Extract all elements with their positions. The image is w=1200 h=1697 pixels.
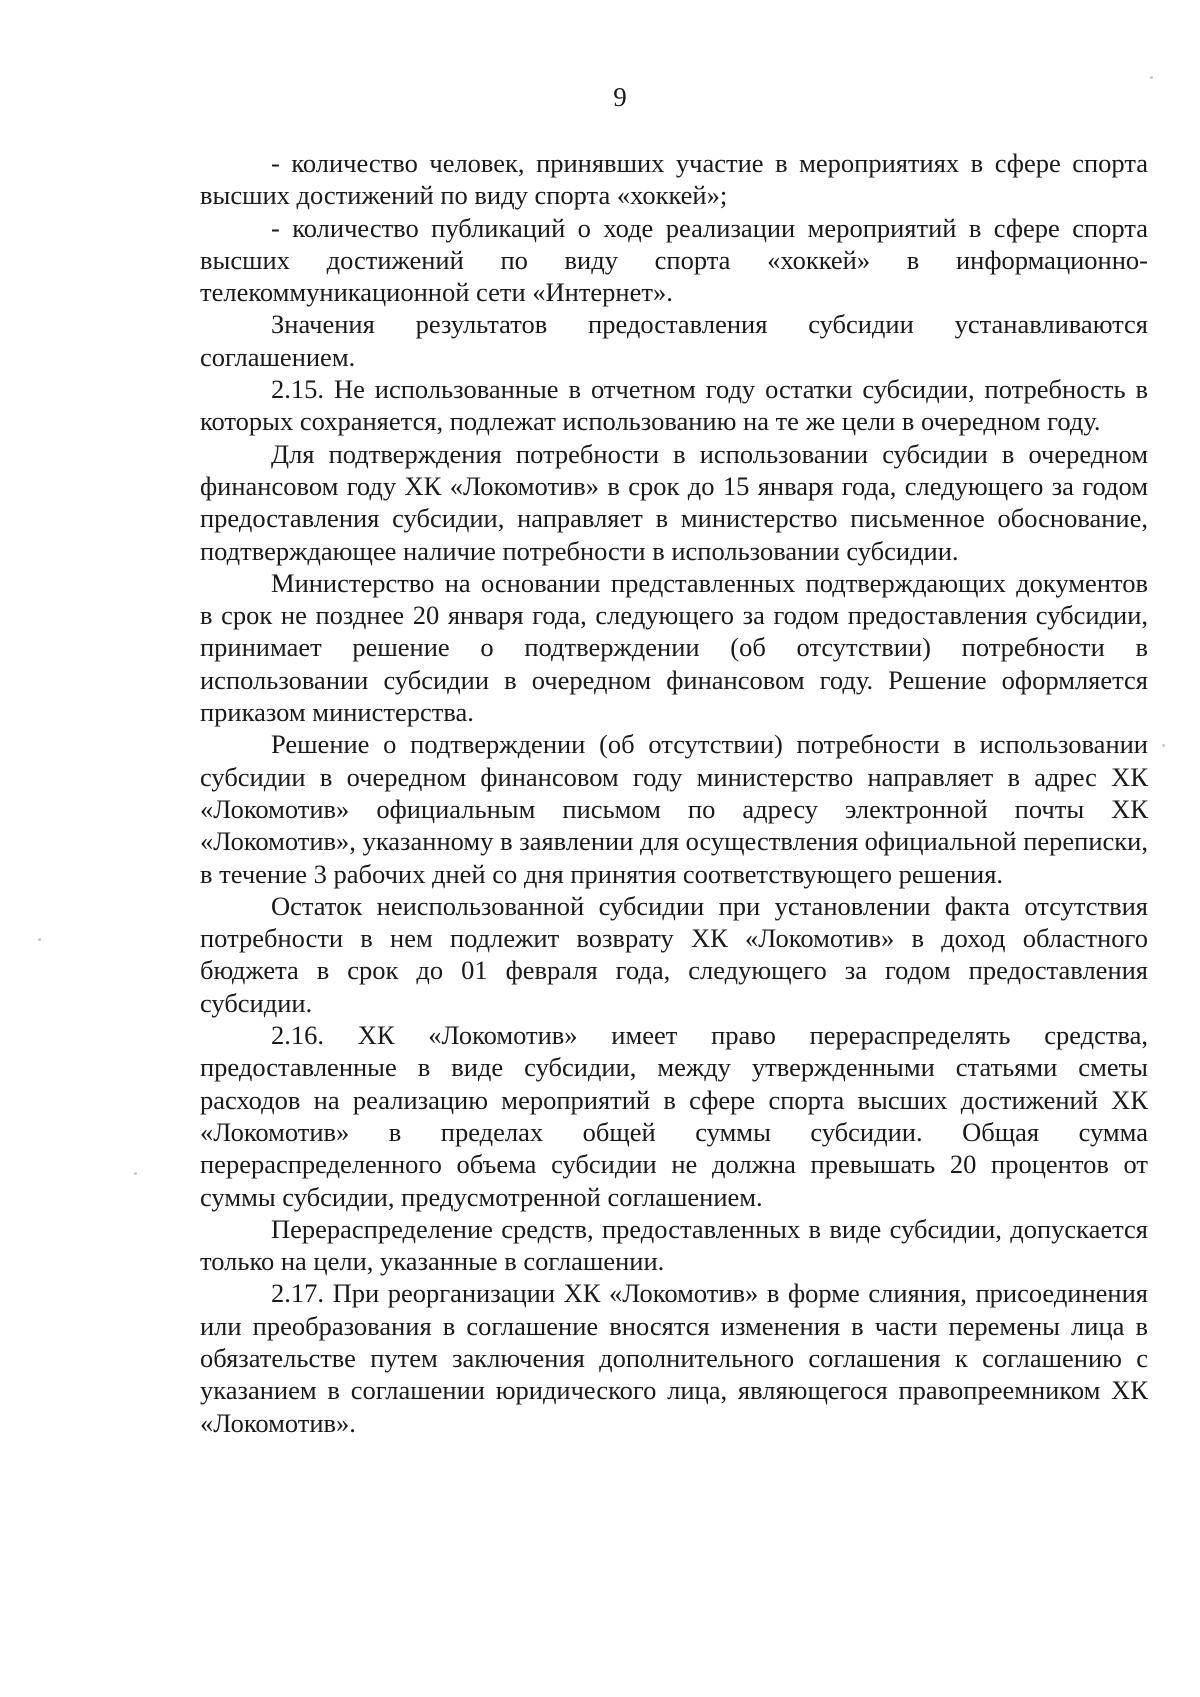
paragraph: 2.17. При реорганизации ХК «Локомотив» в форме слияния, присоединения или преобразования в соглашение вносятся изменения в части перемены лица в обязательстве путем заключения дополнительного соглашения к соглашению с указанием в соглашении юридического лица, являющегося правопреемником ХК «Локомотив».: [200, 1278, 1148, 1438]
paragraph: 2.16. ХК «Локомотив» имеет право перераспределять средства, предоставленные в виде субсидии, между утвержденными статьями сметы расходов на реализацию мероприятий в сфере спорта высших достижений ХК «Локомотив» в пределах общей суммы субсидии. Общая сумма перераспределенного объема субсидии не должна превышать 20 процентов от суммы субсидии, предусмотренной соглашением.: [200, 1020, 1148, 1212]
page-number: 9: [613, 82, 627, 112]
paragraph: Значения результатов предоставления субсидии устанавливаются соглашением.: [200, 309, 1148, 372]
paragraph: 2.15. Не использованные в отчетном году остатки субсидии, потребность в которых сохраняется, подлежат использованию на те же цели в очередном году.: [200, 374, 1148, 437]
scan-speck: [134, 1172, 137, 1175]
scan-speck: [38, 938, 41, 941]
paragraph: Перераспределение средств, предоставленных в виде субсидии, допускается только на цели, указанные в соглашении.: [200, 1213, 1148, 1277]
paragraph: Министерство на основании представленных подтверждающих документов в срок не позднее 20 января года, следующего за годом предоставления субсидии, принимает решение о подтверждении (об отсутствии) потребности в использовании субсидии в очередном финансовом году. Решение оформляется приказом министерства.: [200, 567, 1148, 728]
paragraph: - количество человек, принявших участие в мероприятиях в сфере спорта высших достижений по виду спорта «хоккей»;: [200, 148, 1148, 211]
document-body: [200, 147, 1148, 1439]
paragraph: - количество публикаций о ходе реализации мероприятий в сфере спорта высших достижений по виду спорта «хоккей» в информационно-телекоммуникационной сети «Интернет».: [200, 212, 1148, 308]
scan-speck: [1150, 76, 1153, 79]
paragraph: Остаток неиспользованной субсидии при установлении факта отсутствия потребности в нем подлежит возврату ХК «Локомотив» в доход областного бюджета в срок до 01 февраля года, следующего за годом предоставления субсидии.: [200, 890, 1148, 1018]
paragraph: Решение о подтверждении (об отсутствии) потребности в использовании субсидии в очередном финансовом году министерство направляет в адрес ХК «Локомотив» официальным письмом по адресу электронной почты ХК «Локомотив», указанному в заявлении для осуществления официальной переписки, в течение 3 рабочих дней со дня принятия соответствующего решения.: [200, 729, 1148, 889]
paragraph: Для подтверждения потребности в использовании субсидии в очередном финансовом году ХК «Локомотив» в срок до 15 января года, следующего за годом предоставления субсидии, направляет в министерство письменное обоснование, подтверждающее наличие потребности в использовании субсидии.: [200, 438, 1148, 566]
scan-speck: [1162, 744, 1165, 747]
